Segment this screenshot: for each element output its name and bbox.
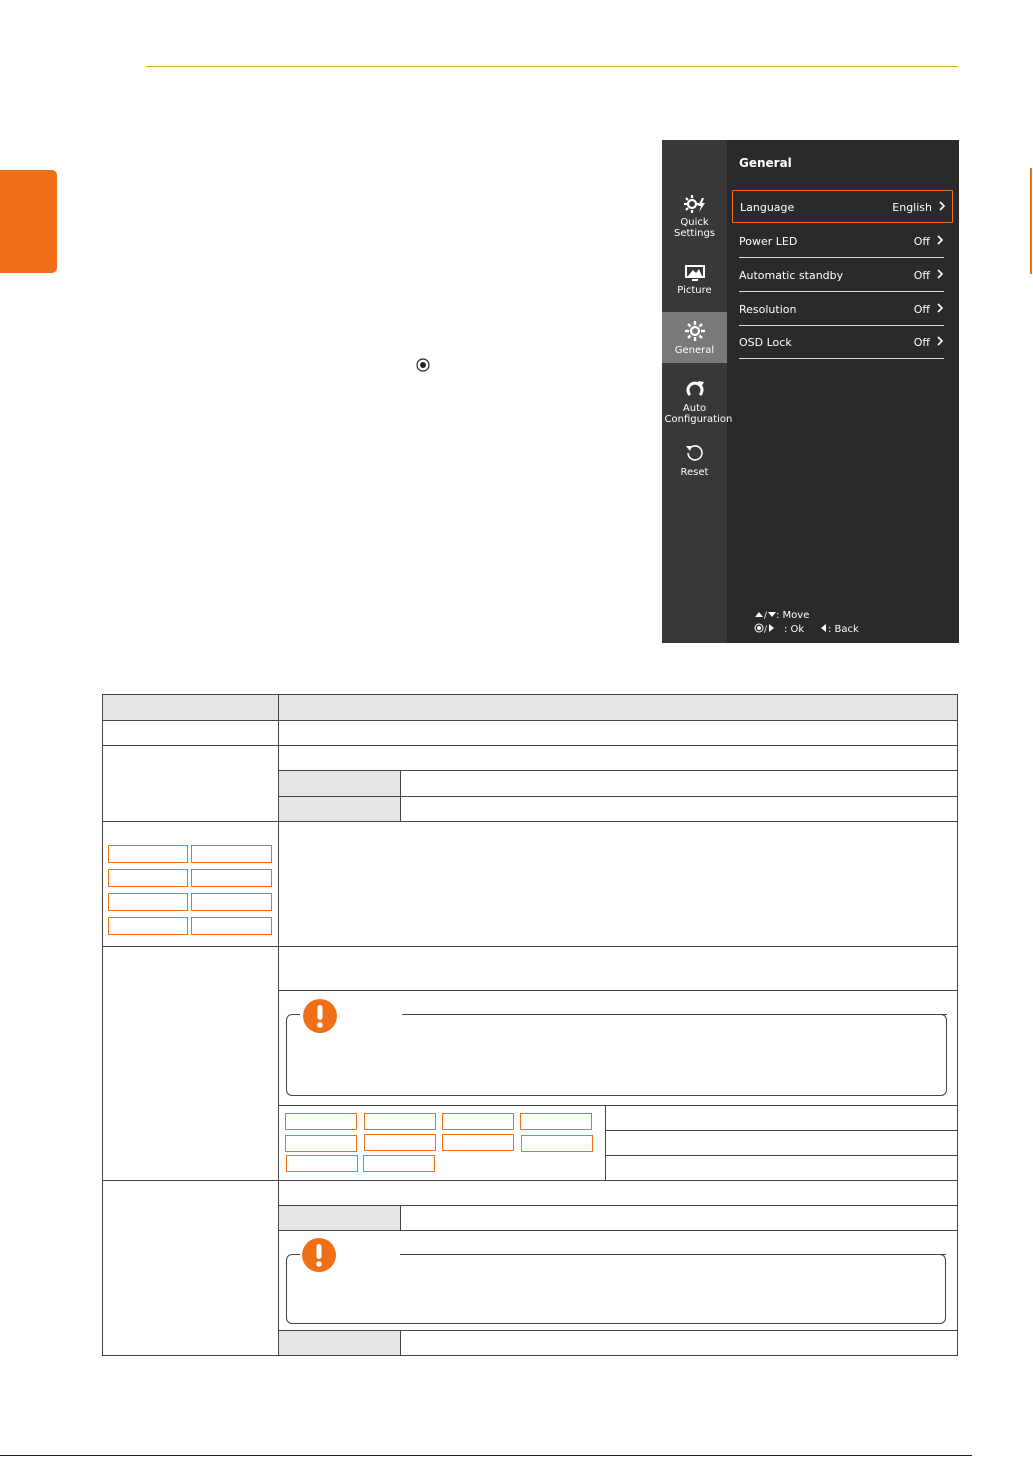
svg-text:/: /: [764, 625, 768, 633]
sidebar-item-label: Reset: [680, 467, 709, 478]
table-subheader-cell: [279, 1331, 400, 1355]
option-box: [285, 1135, 357, 1152]
menu-item-value: English: [892, 201, 932, 214]
footer-rule: [0, 1455, 972, 1456]
menu-item-label: Resolution: [739, 303, 797, 316]
option-box: [285, 1113, 357, 1130]
option-box: [108, 917, 188, 935]
hint-back: : Back: [820, 623, 859, 635]
option-box: [286, 1155, 358, 1172]
option-box: [108, 869, 188, 887]
sidebar-item-auto-configuration[interactable]: [662, 378, 733, 425]
back-arrow-icon: [820, 623, 828, 633]
hint-ok: / : Ok: [754, 623, 804, 635]
table-subheader-cell: [279, 1206, 400, 1231]
sidebar-item-label: Auto Configuration: [664, 403, 733, 425]
option-box: [442, 1113, 514, 1130]
sidebar-item-quick-settings[interactable]: [662, 194, 727, 239]
menu-item-automatic-standby[interactable]: [739, 259, 944, 292]
menu-item-value: Off: [913, 303, 930, 316]
option-box: [191, 917, 272, 935]
chevron-right-icon: [936, 335, 944, 347]
sidebar-item-label: Quick Settings: [673, 217, 715, 239]
sidebar-item-reset[interactable]: [662, 442, 727, 478]
chapter-tab: [0, 170, 57, 273]
option-box: [191, 869, 272, 887]
menu-item-value: Off: [913, 235, 930, 248]
caution-note: [286, 1014, 947, 1096]
option-box: [108, 893, 188, 911]
table-header: [103, 695, 958, 720]
sidebar-item-label: Picture: [677, 285, 712, 296]
ok-right-icon: [754, 623, 784, 633]
option-box: [521, 1135, 593, 1152]
general-gear-icon: [684, 320, 706, 342]
option-box: [108, 845, 188, 863]
osd-title: General: [739, 156, 792, 170]
option-box: [363, 1155, 435, 1172]
menu-item-label: Language: [740, 201, 795, 214]
picture-icon: [684, 264, 706, 282]
option-box: [191, 845, 272, 863]
sidebar-item-label: General: [674, 345, 715, 356]
menu-item-language[interactable]: [732, 190, 953, 223]
osd-sidebar: [662, 140, 733, 643]
chevron-right-icon: [936, 234, 944, 246]
svg-text:/: /: [764, 611, 768, 619]
caution-icon: [303, 999, 337, 1033]
option-box: [191, 893, 272, 911]
up-down-arrows-icon: [754, 609, 776, 619]
auto-configuration-icon: [684, 378, 706, 400]
menu-item-power-led[interactable]: [739, 225, 944, 258]
ok-button-icon: [416, 358, 430, 372]
header-rule: [146, 66, 958, 67]
option-box: [364, 1113, 436, 1130]
caution-icon: [302, 1238, 336, 1272]
reset-icon: [684, 442, 706, 464]
sidebar-item-general[interactable]: [662, 312, 727, 363]
quick-settings-icon: [683, 194, 707, 214]
chevron-right-icon: [938, 200, 946, 212]
menu-item-resolution[interactable]: [739, 293, 944, 326]
menu-item-label: OSD Lock: [739, 336, 792, 349]
option-box: [364, 1134, 436, 1151]
option-box: [520, 1113, 592, 1130]
option-box: [442, 1134, 514, 1151]
caution-note: [286, 1254, 946, 1324]
menu-item-value: Off: [913, 269, 930, 282]
menu-item-osd-lock[interactable]: [739, 326, 944, 359]
page-edge-marker: [1030, 168, 1032, 274]
menu-item-label: Power LED: [739, 235, 798, 248]
menu-item-label: Automatic standby: [739, 269, 844, 282]
sidebar-item-picture[interactable]: [662, 264, 727, 296]
menu-item-value: Off: [913, 336, 930, 349]
osd-menu-panel: [662, 140, 959, 643]
chevron-right-icon: [936, 302, 944, 314]
hint-move: / : Move: [754, 609, 809, 621]
chevron-right-icon: [936, 268, 944, 280]
